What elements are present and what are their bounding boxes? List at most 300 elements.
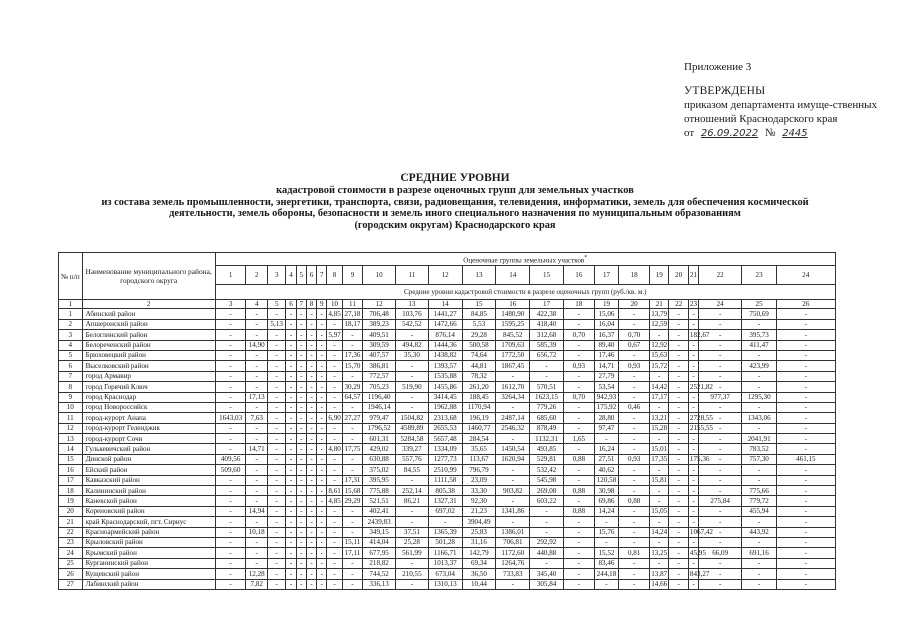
- value-cell: 1455,86: [428, 382, 462, 392]
- value-cell: -: [530, 371, 564, 381]
- value-cell: -: [619, 434, 650, 444]
- value-cell: 252,14: [396, 486, 429, 496]
- value-cell: -: [268, 350, 286, 360]
- value-cell: 1595,25: [496, 319, 530, 329]
- value-cell: -: [563, 527, 594, 537]
- group-number-header: 23: [742, 266, 777, 285]
- value-cell: -: [688, 506, 698, 516]
- value-cell: -: [699, 413, 742, 423]
- value-cell: -: [296, 454, 306, 464]
- value-cell: -: [669, 465, 688, 475]
- value-cell: -: [306, 454, 316, 464]
- value-cell: -: [669, 423, 688, 433]
- value-cell: -: [688, 402, 698, 412]
- value-cell: 15,81: [651, 476, 668, 485]
- value-cell: -: [268, 558, 286, 568]
- table-row: [59, 434, 881, 444]
- value-cell: 15,76: [594, 527, 619, 537]
- value-cell: -: [296, 382, 306, 392]
- table-row: [59, 569, 881, 579]
- value-cell: 8,61: [328, 486, 341, 495]
- value-cell: 31,16: [462, 538, 496, 548]
- value-cell: -: [742, 558, 777, 568]
- value-cell: 12,92: [651, 341, 668, 350]
- value-cell: -: [215, 319, 246, 329]
- value-cell: 2510,99: [428, 465, 462, 475]
- value-cell: -: [286, 361, 296, 371]
- value-cell: -: [317, 527, 327, 537]
- column-index-cell: 2: [82, 300, 215, 309]
- municipality-name: Курганинский район: [82, 558, 215, 568]
- value-cell: -: [650, 486, 669, 496]
- value-cell: 89,40: [594, 340, 619, 350]
- municipality-name: Крыловский район: [82, 538, 215, 548]
- levels-header: Средние уровни кадастровой стоимости в разрезе оценочных групп (руб./кв. м.): [215, 285, 835, 300]
- value-cell: 27,18: [342, 309, 362, 319]
- value-cell: 28,80: [594, 413, 619, 423]
- value-cell: 12,28: [246, 569, 268, 579]
- row-number: 16: [59, 465, 83, 475]
- value-cell: -: [268, 548, 286, 558]
- value-cell: -: [530, 527, 564, 537]
- value-cell: -: [669, 340, 688, 350]
- value-cell: -: [650, 402, 669, 412]
- value-cell: -: [327, 527, 342, 537]
- value-cell: -: [317, 413, 327, 423]
- value-cell: 691,16: [742, 548, 777, 558]
- table-row: [59, 454, 881, 464]
- value-cell: -: [286, 558, 296, 568]
- value-cell: -: [619, 319, 650, 329]
- value-cell: -: [396, 361, 429, 371]
- value-cell: 375,02: [363, 465, 396, 475]
- value-cell: 673,04: [428, 569, 462, 579]
- value-cell: -: [396, 330, 429, 340]
- value-cell: -: [268, 496, 286, 506]
- column-index-cell: 19: [594, 300, 619, 309]
- document-title: [95, 173, 815, 231]
- value-cell: 0,93: [619, 454, 650, 464]
- value-cell: 744,52: [363, 569, 396, 579]
- value-cell: -: [777, 517, 836, 527]
- value-cell: 0,88: [563, 454, 594, 464]
- value-cell: 305,84: [530, 579, 564, 589]
- value-cell: 196,19: [462, 413, 496, 423]
- value-cell: -: [317, 309, 327, 319]
- value-cell: -: [742, 402, 777, 412]
- value-cell: -: [619, 538, 650, 548]
- table-row: [59, 444, 881, 454]
- value-cell: 1612,70: [496, 382, 530, 392]
- value-cell: -: [296, 423, 306, 433]
- value-cell: 2728,55: [689, 413, 713, 422]
- value-cell: 1796,52: [363, 423, 396, 433]
- value-cell: 175,36: [689, 455, 710, 464]
- value-cell: -: [777, 579, 836, 589]
- value-cell: -: [286, 548, 296, 558]
- value-cell: 13,25: [651, 548, 668, 557]
- value-cell: 5,53: [462, 319, 496, 329]
- value-cell: -: [563, 444, 594, 454]
- value-cell: -: [669, 444, 688, 454]
- value-cell: 1310,13: [428, 579, 462, 589]
- order-from-label: от: [684, 127, 695, 139]
- value-cell: -: [777, 309, 836, 319]
- value-cell: -: [342, 506, 362, 516]
- value-cell: -: [246, 538, 268, 548]
- column-index-cell: 7: [296, 300, 306, 309]
- value-cell: 33,30: [462, 486, 496, 496]
- value-cell: -: [699, 465, 742, 475]
- value-cell: -: [296, 350, 306, 360]
- value-cell: 45,95: [689, 548, 706, 557]
- value-cell: -: [563, 340, 594, 350]
- row-number: 14: [59, 444, 83, 454]
- value-cell: -: [268, 340, 286, 350]
- value-cell: -: [306, 319, 316, 329]
- value-cell: -: [777, 569, 836, 579]
- value-cell: 772,57: [363, 371, 396, 381]
- value-cell: -: [777, 382, 836, 392]
- value-cell: -: [215, 340, 246, 350]
- municipality-name: город Армавир: [82, 371, 215, 381]
- value-cell: -: [286, 454, 296, 464]
- value-cell: 339,27: [396, 444, 429, 454]
- value-cell: 979,47: [363, 413, 396, 423]
- value-cell: -: [669, 558, 688, 568]
- value-cell: 29,28: [462, 330, 496, 340]
- value-cell: 188,45: [462, 392, 496, 402]
- value-cell: 10,18: [246, 527, 268, 537]
- value-cell: 706,81: [496, 538, 530, 548]
- row-number: 17: [59, 475, 83, 485]
- value-cell: -: [594, 434, 619, 444]
- value-cell: 17,13: [246, 392, 268, 402]
- value-cell: 44,81: [462, 361, 496, 371]
- value-cell: -: [669, 309, 688, 319]
- row-number: 18: [59, 486, 83, 496]
- value-cell: -: [688, 558, 698, 568]
- value-cell: -: [563, 423, 594, 433]
- value-cell: -: [669, 486, 688, 496]
- value-cell: 15,63: [651, 351, 668, 360]
- value-cell: -: [296, 538, 306, 548]
- value-cell: -: [296, 413, 306, 423]
- group-number-header: 6: [306, 266, 316, 285]
- group-number-header: 17: [594, 266, 619, 285]
- value-cell: -: [688, 486, 698, 496]
- column-header-number: № п/п: [59, 253, 83, 300]
- group-number-header: 8: [327, 266, 342, 285]
- group-number-header: 7: [317, 266, 327, 285]
- value-cell: -: [215, 475, 246, 485]
- municipality-name: Крымский район: [82, 548, 215, 558]
- value-cell: -: [268, 579, 286, 589]
- column-index-cell: 1: [59, 300, 83, 309]
- value-cell: -: [268, 569, 286, 579]
- row-number: 20: [59, 506, 83, 516]
- value-cell: -: [268, 506, 286, 516]
- value-cell: -: [619, 465, 650, 475]
- value-cell: -: [496, 402, 530, 412]
- value-cell: -: [327, 579, 342, 589]
- value-cell: -: [246, 558, 268, 568]
- value-cell: -: [619, 527, 650, 537]
- value-cell: 4,85: [328, 496, 341, 505]
- value-cell: 845,52: [496, 330, 530, 340]
- value-cell: -: [268, 309, 286, 319]
- value-cell: -: [396, 475, 429, 485]
- municipality-name: Лабинский район: [82, 579, 215, 589]
- value-cell: 1365,39: [428, 527, 462, 537]
- value-cell: 64,57: [342, 392, 362, 402]
- value-cell: -: [296, 517, 306, 527]
- table-row: [59, 340, 881, 350]
- value-cell: -: [286, 413, 296, 423]
- municipality-name: город-курорт Анапа: [82, 413, 215, 423]
- value-cell: -: [342, 579, 362, 589]
- value-cell: 805,38: [428, 486, 462, 496]
- value-cell: 422,38: [530, 309, 564, 319]
- value-cell: 0,70: [563, 392, 594, 402]
- table-row: [59, 382, 881, 392]
- value-cell: 1962,88: [428, 402, 462, 412]
- value-cell: -: [306, 361, 316, 371]
- value-cell: 1643,03: [215, 413, 246, 423]
- value-cell: 455,94: [742, 506, 777, 516]
- group-number-header: 12: [428, 266, 462, 285]
- value-cell: -: [215, 496, 246, 506]
- value-cell: -: [296, 506, 306, 516]
- table-row: [59, 392, 881, 402]
- value-cell: -: [563, 402, 594, 412]
- value-cell: -: [327, 538, 342, 548]
- value-cell: -: [688, 340, 698, 350]
- value-cell: 685,60: [530, 413, 564, 423]
- value-cell: 5,97: [328, 330, 341, 339]
- value-cell: 1295,30: [742, 392, 777, 402]
- table-row: [59, 517, 881, 527]
- value-cell: 1013,37: [428, 558, 462, 568]
- value-cell: -: [342, 402, 362, 412]
- value-cell: -: [563, 517, 594, 527]
- value-cell: -: [215, 548, 246, 558]
- value-cell: -: [650, 465, 669, 475]
- column-index-cell: 26: [777, 300, 836, 309]
- value-cell: 15,05: [651, 507, 668, 516]
- value-cell: -: [215, 402, 246, 412]
- value-cell: -: [777, 506, 836, 516]
- value-cell: 15,52: [594, 548, 619, 558]
- value-cell: 557,76: [396, 454, 429, 464]
- value-cell: 5,13: [268, 319, 286, 329]
- order-line-2: отношений Краснодарского края: [684, 113, 838, 125]
- value-cell: 395,95: [363, 475, 396, 485]
- value-cell: 779,26: [530, 402, 564, 412]
- value-cell: -: [296, 527, 306, 537]
- value-cell: -: [669, 382, 688, 392]
- value-cell: 1264,76: [496, 558, 530, 568]
- value-cell: 120,58: [594, 475, 619, 485]
- value-cell: 501,28: [428, 538, 462, 548]
- value-cell: -: [563, 548, 594, 558]
- value-cell: 14,90: [246, 340, 268, 350]
- value-cell: -: [699, 382, 742, 392]
- value-cell: 261,20: [462, 382, 496, 392]
- value-cell: -: [286, 402, 296, 412]
- value-cell: 14,71: [594, 361, 619, 371]
- row-number: 23: [59, 538, 83, 548]
- table-row: [59, 496, 881, 506]
- value-cell: 601,31: [363, 434, 396, 444]
- value-cell: -: [296, 558, 306, 568]
- approved-label: УТВЕРЖДЕНЫ: [684, 85, 766, 97]
- value-cell: -: [669, 579, 688, 589]
- value-cell: -: [246, 350, 268, 360]
- value-cell: -: [342, 434, 362, 444]
- value-cell: -: [306, 465, 316, 475]
- value-cell: -: [742, 475, 777, 485]
- value-cell: -: [296, 486, 306, 496]
- value-cell: 66,09: [699, 548, 742, 558]
- value-cell: 0,93: [563, 361, 594, 371]
- value-cell: -: [496, 465, 530, 475]
- value-cell: 1772,50: [496, 350, 530, 360]
- value-cell: 402,41: [363, 506, 396, 516]
- row-number: 8: [59, 382, 83, 392]
- value-cell: 17,75: [342, 444, 362, 454]
- table-row: [59, 319, 881, 329]
- value-cell: -: [650, 496, 669, 506]
- value-cell: 17,31: [342, 475, 362, 485]
- value-cell: -: [317, 330, 327, 340]
- municipality-name: Выселковский район: [82, 361, 215, 371]
- value-cell: -: [246, 517, 268, 527]
- value-cell: -: [246, 309, 268, 319]
- value-cell: -: [669, 496, 688, 506]
- value-cell: 35,65: [462, 444, 496, 454]
- value-cell: 585,39: [530, 340, 564, 350]
- row-number: 4: [59, 340, 83, 350]
- value-cell: 0,93: [619, 361, 650, 371]
- value-cell: -: [650, 371, 669, 381]
- value-cell: 545,98: [530, 475, 564, 485]
- value-cell: -: [563, 371, 594, 381]
- value-cell: -: [296, 340, 306, 350]
- value-cell: -: [306, 402, 316, 412]
- value-cell: -: [286, 319, 296, 329]
- row-number: 11: [59, 413, 83, 423]
- row-number: 12: [59, 423, 83, 433]
- value-cell: -: [327, 475, 342, 485]
- value-cell: -: [246, 319, 268, 329]
- value-cell: -: [246, 382, 268, 392]
- value-cell: 630,88: [363, 454, 396, 464]
- value-cell: 443,92: [742, 527, 777, 537]
- value-cell: 5284,58: [396, 434, 429, 444]
- value-cell: -: [688, 444, 698, 454]
- value-cell: -: [215, 506, 246, 516]
- value-cell: -: [306, 486, 316, 496]
- column-index-cell: 21: [650, 300, 669, 309]
- value-cell: 1441,27: [428, 309, 462, 319]
- value-cell: 1535,88: [428, 371, 462, 381]
- value-cell: 15,68: [342, 486, 362, 496]
- value-cell: -: [777, 548, 836, 558]
- value-cell: 18,17: [342, 319, 362, 329]
- value-cell: -: [215, 579, 246, 589]
- column-index-cell: 3: [215, 300, 246, 309]
- value-cell: -: [699, 527, 742, 537]
- value-cell: -: [699, 330, 742, 340]
- value-cell: -: [777, 475, 836, 485]
- value-cell: -: [327, 558, 342, 568]
- value-cell: -: [246, 548, 268, 558]
- value-cell: -: [669, 319, 688, 329]
- value-cell: -: [530, 506, 564, 516]
- value-cell: -: [327, 361, 342, 371]
- table-row: [59, 465, 881, 475]
- value-cell: -: [306, 350, 316, 360]
- value-cell: -: [619, 413, 650, 423]
- value-cell: 3414,45: [428, 392, 462, 402]
- value-cell: -: [650, 330, 669, 340]
- value-cell: -: [342, 558, 362, 568]
- value-cell: -: [268, 475, 286, 485]
- value-cell: -: [594, 579, 619, 589]
- value-cell: 706,48: [363, 309, 396, 319]
- column-index-cell: 8: [306, 300, 316, 309]
- value-cell: -: [669, 434, 688, 444]
- value-cell: -: [496, 434, 530, 444]
- value-cell: 16,37: [594, 330, 619, 340]
- column-index-cell: 14: [428, 300, 462, 309]
- value-cell: -: [742, 371, 777, 381]
- value-cell: 414,04: [363, 538, 396, 548]
- value-cell: 407,57: [363, 350, 396, 360]
- value-cell: -: [342, 330, 362, 340]
- value-cell: -: [215, 309, 246, 319]
- value-cell: -: [650, 434, 669, 444]
- value-cell: 2041,91: [742, 434, 777, 444]
- value-cell: -: [327, 402, 342, 412]
- value-cell: -: [699, 423, 742, 433]
- value-cell: -: [246, 454, 268, 464]
- value-cell: -: [286, 496, 296, 506]
- value-cell: 775,66: [742, 486, 777, 496]
- value-cell: 92,30: [462, 496, 496, 506]
- value-cell: 1343,06: [742, 413, 777, 423]
- value-cell: 15,11: [342, 538, 362, 548]
- value-cell: -: [669, 475, 688, 485]
- value-cell: 349,15: [363, 527, 396, 537]
- value-cell: -: [317, 454, 327, 464]
- value-cell: -: [650, 538, 669, 548]
- value-cell: -: [777, 371, 836, 381]
- value-cell: -: [327, 340, 342, 350]
- group-number-header: 20: [669, 266, 688, 285]
- value-cell: -: [688, 361, 698, 371]
- value-cell: -: [317, 517, 327, 527]
- value-cell: 37,51: [396, 527, 429, 537]
- value-cell: -: [268, 465, 286, 475]
- value-cell: -: [268, 517, 286, 527]
- value-cell: 461,15: [777, 454, 836, 464]
- value-cell: 521,51: [363, 496, 396, 506]
- value-cell: -: [306, 548, 316, 558]
- value-cell: 1111,58: [428, 475, 462, 485]
- municipality-name: Калининский район: [82, 486, 215, 496]
